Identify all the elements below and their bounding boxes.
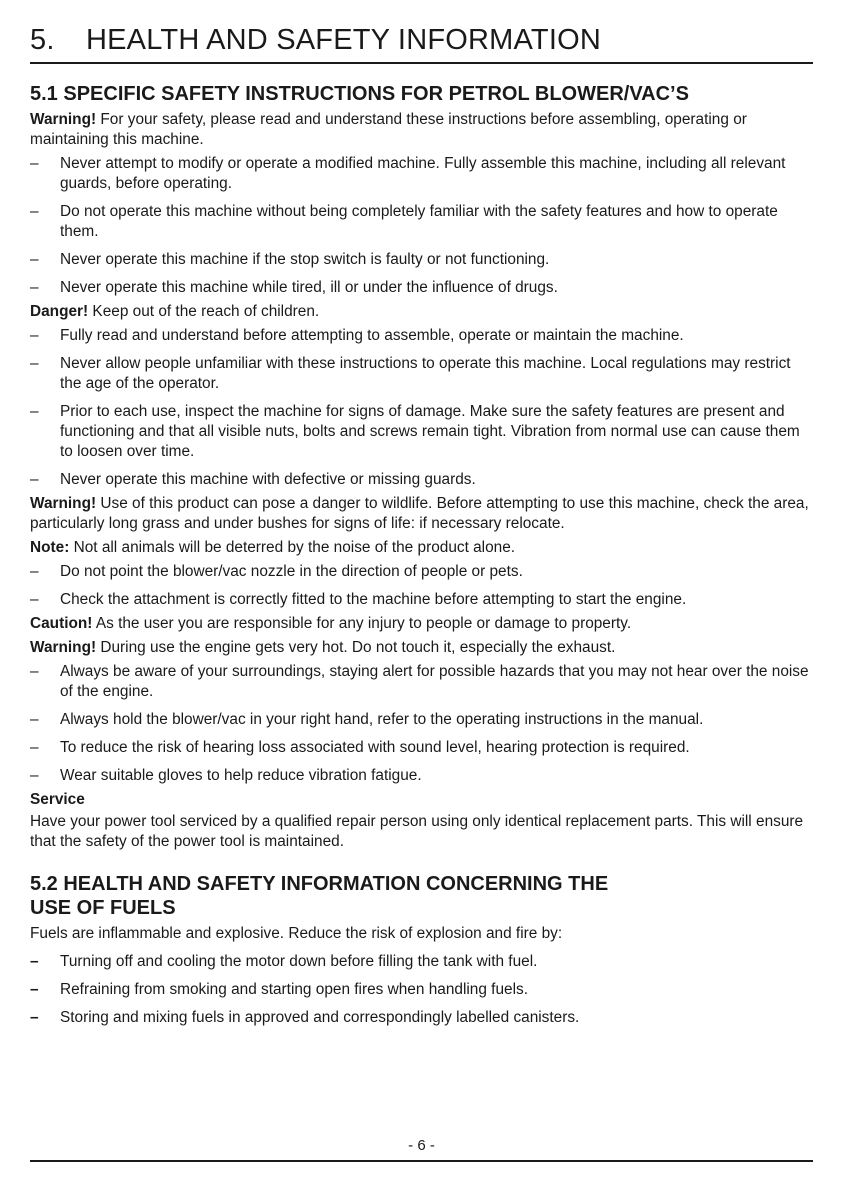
warning-label: Warning! bbox=[30, 639, 97, 656]
caution-paragraph bbox=[30, 614, 813, 634]
list-item bbox=[30, 710, 813, 730]
dash-bullet: – bbox=[30, 563, 39, 580]
list-item bbox=[30, 980, 813, 1000]
warning-label: Warning! bbox=[30, 495, 97, 512]
service-heading: Service bbox=[30, 791, 85, 808]
list-item-text: Storing and mixing fuels in approved and correspondingly labelled canisters. bbox=[60, 1009, 580, 1026]
warning-paragraph-1 bbox=[30, 110, 813, 150]
danger-label: Danger! bbox=[30, 303, 89, 320]
list-item-text: Check the attachment is correctly fitted to the machine before attempting to start the engine. bbox=[60, 591, 687, 608]
list-item-text: Never operate this machine with defective or missing guards. bbox=[60, 471, 476, 488]
list-item-text: Turning off and cooling the motor down before filling the tank with fuel. bbox=[60, 953, 538, 970]
safety-list-3 bbox=[30, 562, 813, 610]
list-item-text: Wear suitable gloves to help reduce vibration fatigue. bbox=[60, 767, 422, 784]
dash-bullet: – bbox=[30, 471, 39, 488]
caution-text: As the user you are responsible for any injury to people or damage to property. bbox=[92, 615, 632, 632]
page-number: - 6 - bbox=[408, 1137, 435, 1154]
dash-bullet: – bbox=[30, 591, 39, 608]
dash-bullet: – bbox=[30, 203, 39, 220]
list-item-text: Never operate this machine while tired, ill or under the influence of drugs. bbox=[60, 279, 558, 296]
section-number: 5. bbox=[30, 24, 55, 56]
list-item bbox=[30, 590, 813, 610]
safety-list-4 bbox=[30, 662, 813, 786]
note-text: Not all animals will be deterred by the noise of the product alone. bbox=[69, 539, 516, 556]
dash-bullet: – bbox=[30, 663, 39, 680]
warning-text: During use the engine gets very hot. Do not touch it, especially the exhaust. bbox=[96, 639, 616, 656]
dash-bullet: – bbox=[30, 1009, 39, 1026]
list-item-text: Do not operate this machine without being completely familiar with the safety features and how to operate them. bbox=[60, 203, 778, 240]
list-item bbox=[30, 326, 813, 346]
warning-text: For your safety, please read and understand these instructions before assembling, operating or maintaining this machine. bbox=[30, 111, 747, 148]
list-item-text: Never attempt to modify or operate a modified machine. Fully assemble this machine, including all relevant guards, before operating. bbox=[60, 155, 786, 192]
dash-bullet: – bbox=[30, 155, 39, 172]
caution-label: Caution! bbox=[30, 615, 93, 632]
list-item bbox=[30, 250, 813, 270]
list-item-text: Do not point the blower/vac nozzle in the direction of people or pets. bbox=[60, 563, 523, 580]
list-item bbox=[30, 766, 813, 786]
note-label: Note: bbox=[30, 539, 70, 556]
dash-bullet: – bbox=[30, 327, 39, 344]
fuels-intro: Fuels are inflammable and explosive. Reduce the risk of explosion and fire by: bbox=[30, 925, 563, 942]
list-item bbox=[30, 154, 813, 194]
service-paragraph: Have your power tool serviced by a qualified repair person using only identical replacement parts. This will ensure that the safety of the power tool is maintained. bbox=[30, 813, 804, 850]
section-5-2-heading-line1: 5.2 HEALTH AND SAFETY INFORMATION CONCERNING THE bbox=[30, 873, 609, 895]
list-item-text: Never allow people unfamiliar with these instructions to operate this machine. Local regulations may restrict the age of the operator. bbox=[60, 355, 791, 392]
dash-bullet: – bbox=[30, 711, 39, 728]
list-item bbox=[30, 202, 813, 242]
list-item bbox=[30, 402, 813, 462]
warning-paragraph-3 bbox=[30, 638, 813, 658]
list-item-text: Fully read and understand before attempting to assemble, operate or maintain the machine. bbox=[60, 327, 684, 344]
dash-bullet: – bbox=[30, 403, 39, 420]
list-item bbox=[30, 562, 813, 582]
list-item bbox=[30, 1008, 813, 1028]
warning-paragraph-2 bbox=[30, 494, 813, 534]
danger-paragraph bbox=[30, 302, 813, 322]
safety-list-2 bbox=[30, 326, 813, 490]
list-item bbox=[30, 278, 813, 298]
section-5-1-heading: 5.1 SPECIFIC SAFETY INSTRUCTIONS FOR PETROL BLOWER/VAC’S bbox=[30, 83, 689, 105]
dash-bullet: – bbox=[30, 355, 39, 372]
list-item-text: Prior to each use, inspect the machine for signs of damage. Make sure the safety features are present and functioning and that all visible nuts, bolts and screws remain tight. Vibration from normal use can cause them to loosen over time. bbox=[60, 403, 800, 460]
footer-divider bbox=[30, 1160, 813, 1162]
list-item bbox=[30, 738, 813, 758]
list-item-text: Refraining from smoking and starting open fires when handling fuels. bbox=[60, 981, 528, 998]
dash-bullet: – bbox=[30, 981, 39, 998]
danger-text: Keep out of the reach of children. bbox=[88, 303, 320, 320]
list-item-text: To reduce the risk of hearing loss associated with sound level, hearing protection is required. bbox=[60, 739, 690, 756]
page-content bbox=[30, 22, 813, 1036]
section-5-2 bbox=[30, 872, 813, 1028]
list-item-text: Never operate this machine if the stop switch is faulty or not functioning. bbox=[60, 251, 550, 268]
section-5-2-heading bbox=[30, 872, 813, 920]
safety-list-1 bbox=[30, 154, 813, 298]
list-item bbox=[30, 662, 813, 702]
list-item bbox=[30, 354, 813, 394]
warning-text: Use of this product can pose a danger to wildlife. Before attempting to use this machine, check the area, particularly long grass and under bushes for signs of life: if necessary relocate. bbox=[30, 495, 809, 532]
list-item bbox=[30, 952, 813, 972]
note-paragraph bbox=[30, 538, 813, 558]
section-title: HEALTH AND SAFETY INFORMATION bbox=[86, 24, 601, 56]
dash-bullet: – bbox=[30, 279, 39, 296]
dash-bullet: – bbox=[30, 739, 39, 756]
list-item bbox=[30, 470, 813, 490]
list-item-text: Always be aware of your surroundings, staying alert for possible hazards that you may not hear over the noise of the engine. bbox=[60, 663, 809, 700]
warning-label: Warning! bbox=[30, 111, 97, 128]
header-divider bbox=[30, 62, 813, 64]
page-title bbox=[30, 22, 813, 62]
dash-bullet: – bbox=[30, 251, 39, 268]
dash-bullet: – bbox=[30, 953, 39, 970]
section-5-2-heading-line2: USE OF FUELS bbox=[30, 897, 176, 919]
fuels-list bbox=[30, 952, 813, 1028]
list-item-text: Always hold the blower/vac in your right hand, refer to the operating instructions in the manual. bbox=[60, 711, 704, 728]
dash-bullet: – bbox=[30, 767, 39, 784]
